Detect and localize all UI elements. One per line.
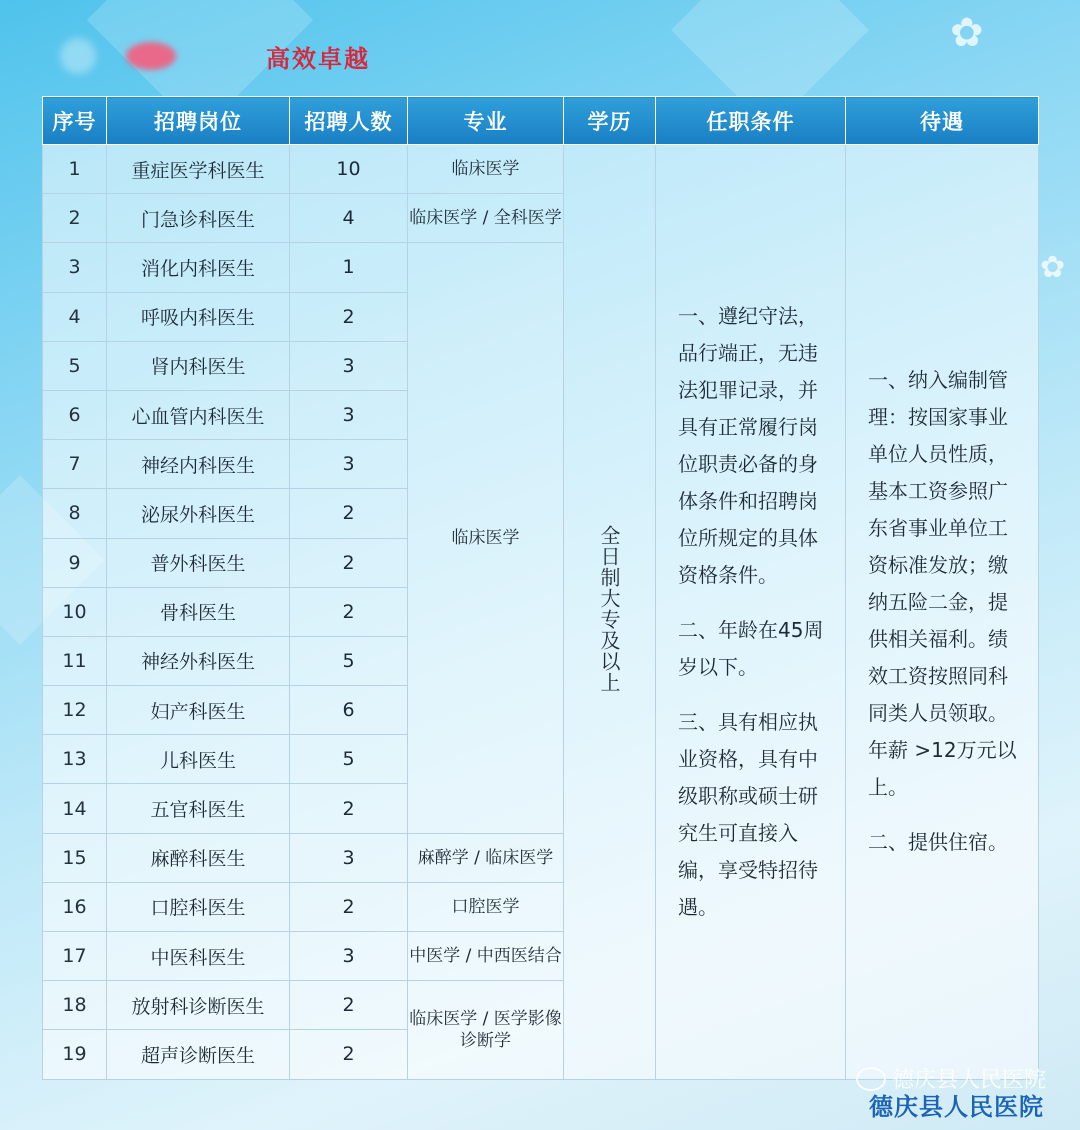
row-number: 15: [43, 833, 107, 882]
row-number: 11: [43, 636, 107, 685]
post-count: 2: [290, 981, 408, 1030]
row-number: 13: [43, 735, 107, 784]
condition-2: 二、年龄在45周岁以下。: [678, 617, 824, 679]
post-count: 10: [290, 145, 408, 194]
post-count: 3: [290, 440, 408, 489]
row-number: 5: [43, 341, 107, 390]
row-number: 7: [43, 440, 107, 489]
slogan: 高效卓越: [266, 43, 370, 73]
post-count: 6: [290, 686, 408, 735]
post-count: 2: [290, 587, 408, 636]
benefit-2: 二、提供住宿。: [868, 830, 1008, 855]
major-cell: 口腔医学: [408, 882, 564, 931]
post-name: 消化内科医生: [107, 243, 290, 292]
col-header: 学历: [564, 97, 656, 145]
logo-mark-icon: [126, 42, 176, 70]
post-count: 2: [290, 784, 408, 833]
row-number: 18: [43, 981, 107, 1030]
post-name: 口腔科医生: [107, 882, 290, 931]
logo-icon: [60, 38, 96, 74]
row-number: 16: [43, 882, 107, 931]
row-number: 1: [43, 145, 107, 194]
post-name: 妇产科医生: [107, 686, 290, 735]
post-count: 2: [290, 292, 408, 341]
row-number: 12: [43, 686, 107, 735]
major-cell: 中医学 / 中西医结合: [408, 932, 564, 981]
col-header: 待遇: [846, 97, 1039, 145]
post-name: 神经内科医生: [107, 440, 290, 489]
post-count: 3: [290, 390, 408, 439]
post-count: 3: [290, 341, 408, 390]
butterfly-icon: ✿: [950, 10, 984, 56]
post-name: 麻醉科医生: [107, 833, 290, 882]
top-banner: [60, 36, 370, 76]
post-name: 中医科医生: [107, 932, 290, 981]
post-count: 2: [290, 882, 408, 931]
benefits-cell: [846, 145, 1039, 1080]
education-cell: [564, 145, 656, 1080]
post-count: 2: [290, 1030, 408, 1079]
post-count: 1: [290, 243, 408, 292]
post-name: 神经外科医生: [107, 636, 290, 685]
education-text: 全日制大专及以上: [597, 525, 621, 694]
major-cell: 麻醉学 / 临床医学: [408, 833, 564, 882]
post-count: 2: [290, 489, 408, 538]
benefit-salary: 年薪 >12万元以上。: [868, 738, 1017, 800]
post-count: 2: [290, 538, 408, 587]
post-count: 3: [290, 932, 408, 981]
row-number: 9: [43, 538, 107, 587]
col-header: 招聘人数: [290, 97, 408, 145]
col-header: 专业: [408, 97, 564, 145]
post-name: 泌尿外科医生: [107, 489, 290, 538]
major-cell: 临床医学 / 医学影像诊断学: [408, 981, 564, 1079]
row-number: 2: [43, 194, 107, 243]
post-count: 5: [290, 636, 408, 685]
butterfly-icon: ✿: [1040, 250, 1066, 285]
post-name: 心血管内科医生: [107, 390, 290, 439]
row-number: 10: [43, 587, 107, 636]
col-header: 招聘岗位: [107, 97, 290, 145]
row-number: 6: [43, 390, 107, 439]
post-count: 3: [290, 833, 408, 882]
post-name: 超声诊断医生: [107, 1030, 290, 1079]
post-name: 门急诊科医生: [107, 194, 290, 243]
post-name: 放射科诊断医生: [107, 981, 290, 1030]
condition-1: 一、遵纪守法，品行端正，无违法犯罪记录，并具有正常履行岗位职责必备的身体条件和招聘岗位所规定的具体资格条件。: [678, 303, 818, 587]
row-number: 14: [43, 784, 107, 833]
post-name: 五官科医生: [107, 784, 290, 833]
condition-3: 三、具有相应执业资格，具有中级职称或硕士研究生可直接入编，享受特招待遇。: [678, 709, 818, 919]
row-number: 17: [43, 932, 107, 981]
post-name: 肾内科医生: [107, 341, 290, 390]
row-number: 19: [43, 1030, 107, 1079]
row-number: 8: [43, 489, 107, 538]
post-count: 4: [290, 194, 408, 243]
post-count: 5: [290, 735, 408, 784]
post-name: 普外科医生: [107, 538, 290, 587]
post-name: 骨科医生: [107, 587, 290, 636]
row-number: 3: [43, 243, 107, 292]
major-cell: 临床医学: [408, 145, 564, 194]
major-cell: 临床医学: [408, 243, 564, 833]
post-name: 儿科医生: [107, 735, 290, 784]
col-header: 任职条件: [656, 97, 846, 145]
wechat-account: 德庆县人民医院: [891, 1068, 1046, 1093]
conditions-cell: [656, 145, 846, 1080]
major-cell: 临床医学 / 全科医学: [408, 194, 564, 243]
post-name: 呼吸内科医生: [107, 292, 290, 341]
table-header-row: [43, 97, 1039, 145]
col-header: 序号: [43, 97, 107, 145]
post-name: 重症医学科医生: [107, 145, 290, 194]
hospital-name: 德庆县人民医院: [869, 1093, 1044, 1121]
recruitment-table: [42, 96, 1039, 1080]
benefit-1: 一、纳入编制管理：按国家事业单位人员性质，基本工资参照广东省事业单位工资标准发放；缴纳五险二金，提供相关福利。绩效工资按照同科同类人员领取。: [868, 368, 1008, 726]
row-number: 4: [43, 292, 107, 341]
table-row: [43, 145, 1039, 194]
